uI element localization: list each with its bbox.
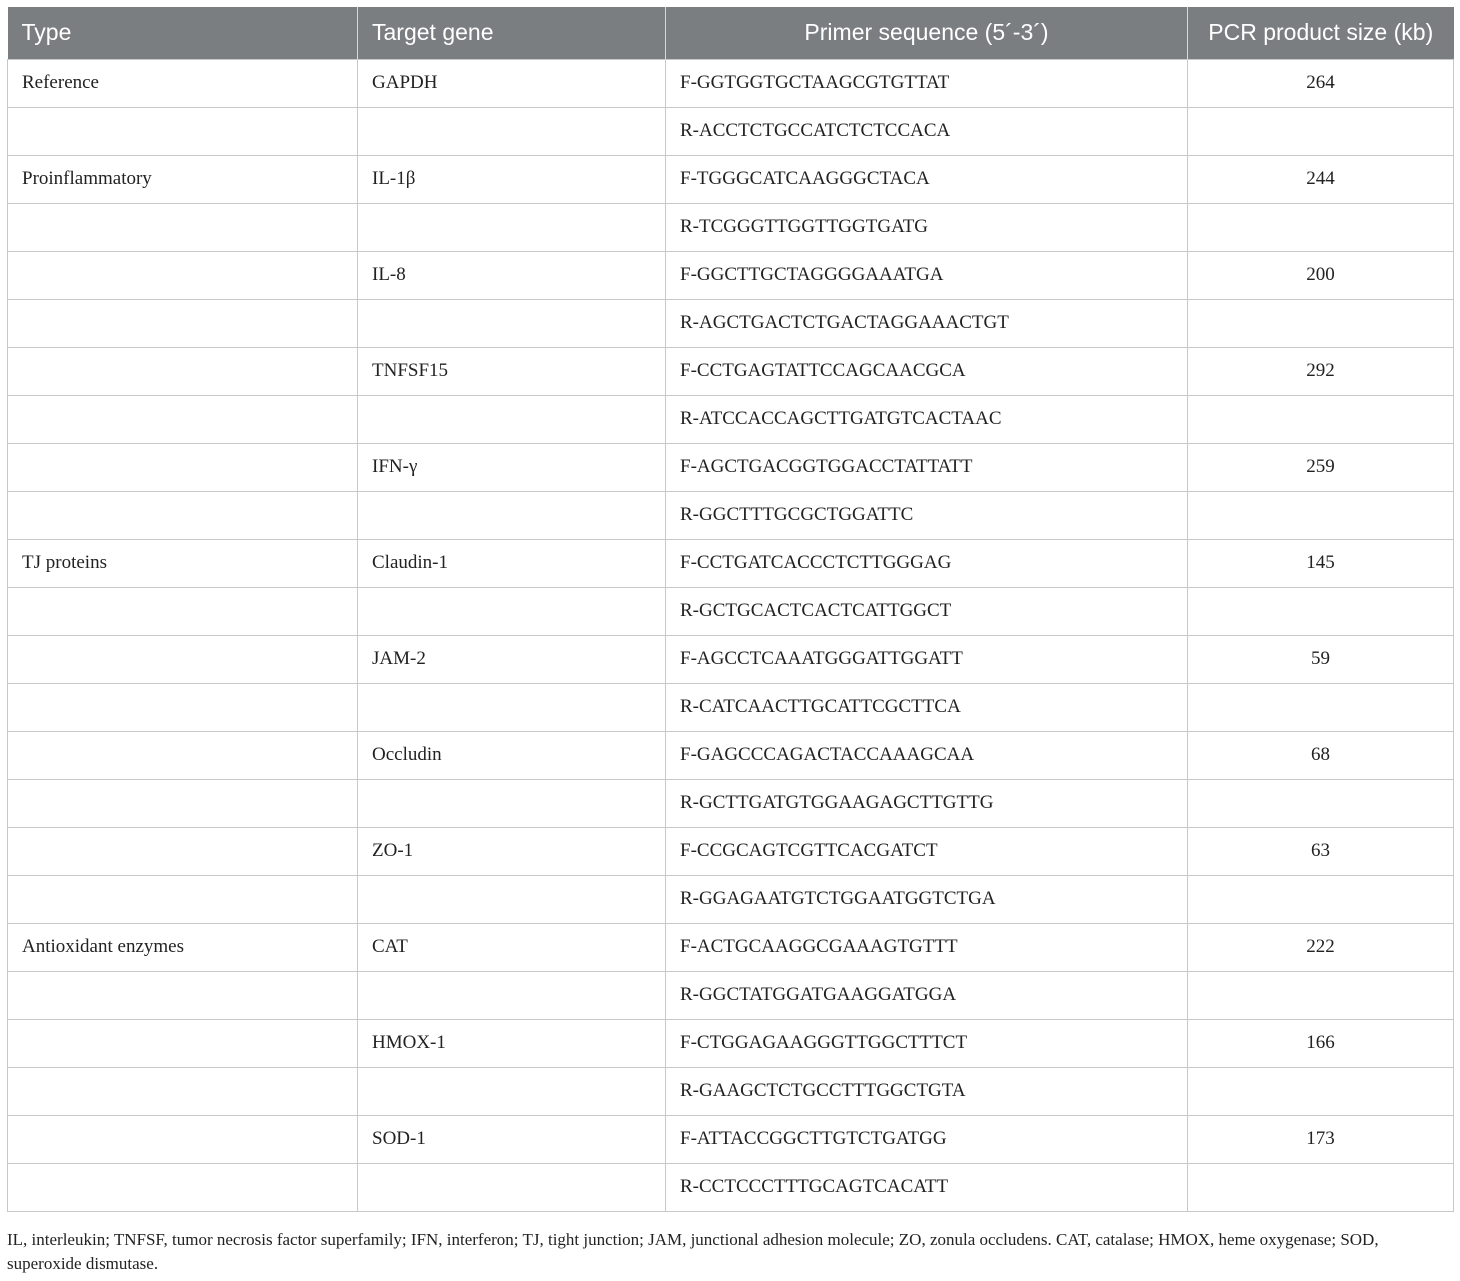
cell-target-gene: SOD-1 — [358, 1115, 666, 1163]
table-row — [8, 155, 1454, 203]
table-row — [8, 443, 1454, 491]
cell-type — [8, 299, 358, 347]
cell-type — [8, 395, 358, 443]
cell-primer-sequence: F-GGCTTGCTAGGGGAAATGA — [666, 251, 1188, 299]
cell-primer-sequence: R-GCTTGATGTGGAAGAGCTTGTTG — [666, 779, 1188, 827]
table-row — [8, 1019, 1454, 1067]
cell-primer-sequence: R-GCTGCACTCACTCATTGGCT — [666, 587, 1188, 635]
cell-target-gene — [358, 299, 666, 347]
table-row — [8, 1163, 1454, 1211]
cell-product-size: 59 — [1188, 635, 1454, 683]
cell-target-gene — [358, 1163, 666, 1211]
cell-primer-sequence: R-TCGGGTTGGTTGGTGATG — [666, 203, 1188, 251]
cell-primer-sequence: F-AGCCTCAAATGGGATTGGATT — [666, 635, 1188, 683]
cell-type: Reference — [8, 59, 358, 107]
cell-type: Antioxidant enzymes — [8, 923, 358, 971]
table-row — [8, 251, 1454, 299]
header-type: Type — [8, 7, 358, 59]
cell-primer-sequence: F-TGGGCATCAAGGGCTACA — [666, 155, 1188, 203]
cell-primer-sequence: R-GAAGCTCTGCCTTTGGCTGTA — [666, 1067, 1188, 1115]
cell-type — [8, 971, 358, 1019]
table-body — [8, 59, 1454, 1211]
cell-product-size — [1188, 1067, 1454, 1115]
cell-type — [8, 1067, 358, 1115]
cell-type — [8, 827, 358, 875]
table-row — [8, 299, 1454, 347]
cell-primer-sequence: R-GGCTATGGATGAAGGATGGA — [666, 971, 1188, 1019]
table-row — [8, 635, 1454, 683]
cell-target-gene — [358, 587, 666, 635]
cell-type — [8, 1115, 358, 1163]
cell-target-gene: JAM-2 — [358, 635, 666, 683]
cell-target-gene: IL-8 — [358, 251, 666, 299]
cell-product-size — [1188, 299, 1454, 347]
cell-target-gene: Occludin — [358, 731, 666, 779]
cell-type — [8, 1163, 358, 1211]
cell-primer-sequence: F-CCTGATCACCCTCTTGGGAG — [666, 539, 1188, 587]
cell-primer-sequence: F-ACTGCAAGGCGAAAGTGTTT — [666, 923, 1188, 971]
cell-primer-sequence: F-CCGCAGTCGTTCACGATCT — [666, 827, 1188, 875]
table-row — [8, 203, 1454, 251]
cell-primer-sequence: R-AGCTGACTCTGACTAGGAAACTGT — [666, 299, 1188, 347]
cell-target-gene — [358, 683, 666, 731]
cell-primer-sequence: R-ACCTCTGCCATCTCTCCACA — [666, 107, 1188, 155]
table-row — [8, 107, 1454, 155]
cell-product-size — [1188, 107, 1454, 155]
table-row — [8, 347, 1454, 395]
cell-type — [8, 203, 358, 251]
cell-type — [8, 1019, 358, 1067]
table-footnote: IL, interleukin; TNFSF, tumor necrosis factor superfamily; IFN, interferon; TJ, tight junction; JAM, junctional adhesion molecule; ZO, zonula occludens. CAT, catalase; HMOX, heme oxygenase; SOD, superoxide dismutase. — [7, 1230, 1379, 1273]
cell-target-gene: GAPDH — [358, 59, 666, 107]
cell-product-size: 63 — [1188, 827, 1454, 875]
cell-primer-sequence: R-CATCAACTTGCATTCGCTTCA — [666, 683, 1188, 731]
cell-type — [8, 251, 358, 299]
cell-product-size: 200 — [1188, 251, 1454, 299]
table-row — [8, 587, 1454, 635]
cell-type — [8, 731, 358, 779]
cell-target-gene — [358, 107, 666, 155]
cell-product-size: 244 — [1188, 155, 1454, 203]
cell-product-size — [1188, 1163, 1454, 1211]
cell-type — [8, 635, 358, 683]
cell-target-gene: IL-1β — [358, 155, 666, 203]
cell-target-gene — [358, 875, 666, 923]
cell-primer-sequence: R-CCTCCCTTTGCAGTCACATT — [666, 1163, 1188, 1211]
cell-primer-sequence: R-GGAGAATGTCTGGAATGGTCTGA — [666, 875, 1188, 923]
cell-target-gene — [358, 395, 666, 443]
cell-product-size: 145 — [1188, 539, 1454, 587]
cell-product-size: 259 — [1188, 443, 1454, 491]
cell-type — [8, 491, 358, 539]
cell-target-gene — [358, 491, 666, 539]
cell-target-gene — [358, 1067, 666, 1115]
table-row — [8, 779, 1454, 827]
cell-product-size: 264 — [1188, 59, 1454, 107]
cell-type — [8, 107, 358, 155]
cell-primer-sequence: F-ATTACCGGCTTGTCTGATGG — [666, 1115, 1188, 1163]
table-row — [8, 395, 1454, 443]
cell-product-size: 68 — [1188, 731, 1454, 779]
cell-primer-sequence: F-GGTGGTGCTAAGCGTGTTAT — [666, 59, 1188, 107]
table-row — [8, 1115, 1454, 1163]
primer-table — [7, 7, 1454, 1212]
header-target-gene: Target gene — [358, 7, 666, 59]
cell-type — [8, 587, 358, 635]
cell-primer-sequence: F-CTGGAGAAGGGTTGGCTTTCT — [666, 1019, 1188, 1067]
cell-target-gene: HMOX-1 — [358, 1019, 666, 1067]
cell-primer-sequence: F-GAGCCCAGACTACCAAAGCAA — [666, 731, 1188, 779]
cell-target-gene: TNFSF15 — [358, 347, 666, 395]
cell-product-size — [1188, 875, 1454, 923]
cell-target-gene: Claudin-1 — [358, 539, 666, 587]
cell-product-size — [1188, 491, 1454, 539]
cell-target-gene: ZO-1 — [358, 827, 666, 875]
cell-type — [8, 683, 358, 731]
cell-target-gene — [358, 203, 666, 251]
table-row — [8, 923, 1454, 971]
cell-primer-sequence: F-AGCTGACGGTGGACCTATTATT — [666, 443, 1188, 491]
cell-product-size — [1188, 971, 1454, 1019]
cell-target-gene — [358, 971, 666, 1019]
header-primer-sequence: Primer sequence (5´-3´) — [666, 7, 1188, 59]
cell-primer-sequence: R-GGCTTTGCGCTGGATTC — [666, 491, 1188, 539]
cell-primer-sequence: R-ATCCACCAGCTTGATGTCACTAAC — [666, 395, 1188, 443]
table-row — [8, 875, 1454, 923]
cell-product-size: 222 — [1188, 923, 1454, 971]
table-row — [8, 971, 1454, 1019]
cell-primer-sequence: F-CCTGAGTATTCCAGCAACGCA — [666, 347, 1188, 395]
primer-table-container — [7, 7, 1453, 1212]
cell-product-size: 173 — [1188, 1115, 1454, 1163]
cell-type: TJ proteins — [8, 539, 358, 587]
cell-product-size — [1188, 683, 1454, 731]
table-row — [8, 491, 1454, 539]
cell-type — [8, 443, 358, 491]
cell-product-size: 166 — [1188, 1019, 1454, 1067]
cell-type — [8, 875, 358, 923]
cell-type — [8, 779, 358, 827]
table-row — [8, 539, 1454, 587]
cell-product-size — [1188, 587, 1454, 635]
cell-product-size: 292 — [1188, 347, 1454, 395]
table-row — [8, 683, 1454, 731]
cell-product-size — [1188, 395, 1454, 443]
cell-type — [8, 347, 358, 395]
table-row — [8, 827, 1454, 875]
cell-product-size — [1188, 203, 1454, 251]
table-row — [8, 731, 1454, 779]
cell-target-gene: CAT — [358, 923, 666, 971]
cell-target-gene — [358, 779, 666, 827]
cell-target-gene: IFN-γ — [358, 443, 666, 491]
header-product-size: PCR product size (kb) — [1188, 7, 1454, 59]
table-row — [8, 59, 1454, 107]
table-header-row — [8, 7, 1454, 59]
table-row — [8, 1067, 1454, 1115]
cell-product-size — [1188, 779, 1454, 827]
cell-type: Proinflammatory — [8, 155, 358, 203]
